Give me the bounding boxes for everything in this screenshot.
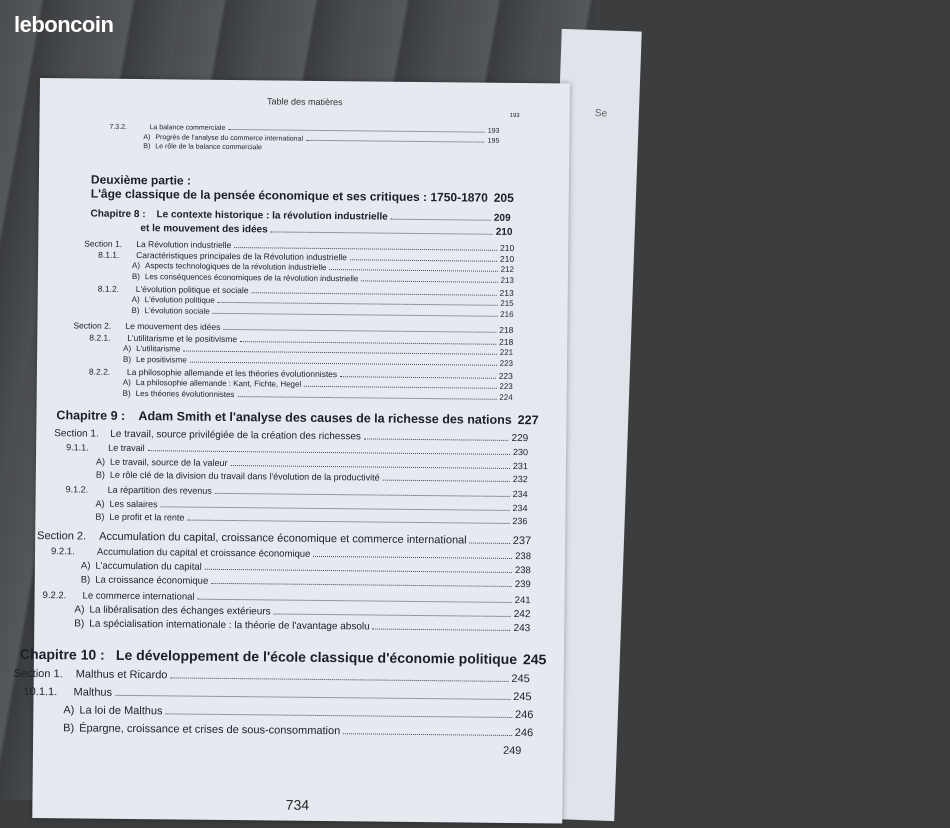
toc-entry-number: Section 2.: [73, 320, 125, 331]
toc-entry-page: 234: [512, 503, 527, 513]
toc-entry-title: La philosophie allemande : Kant, Fichte, Hegel: [136, 378, 302, 389]
toc-entry-title: L'utilitarisme: [136, 344, 180, 353]
leader-dots: [166, 706, 513, 718]
toc-entry-page: 221: [500, 348, 513, 357]
toc-entry-page: 210: [496, 227, 513, 238]
toc-entry-page: 212: [501, 265, 514, 274]
toc-entry: [143, 143, 499, 154]
toc-entry-title: La philosophie allemande et les théories évolutionnistes: [127, 367, 337, 379]
part-page: 205: [494, 191, 514, 205]
toc-entry: [74, 604, 530, 620]
toc-entry-number: 9.1.2.: [66, 484, 108, 494]
toc-entry-number: A): [123, 378, 131, 387]
toc-entry-title: La balance commerciale: [149, 124, 225, 132]
toc-entry-page: 245: [513, 691, 531, 703]
toc-entry-number: 8.2.2.: [89, 367, 127, 377]
toc-entry: [54, 428, 528, 444]
leader-dots: [343, 726, 512, 736]
toc-entry-number: A): [132, 295, 140, 304]
toc-entry-number: 9.2.2.: [43, 590, 83, 601]
toc-entry-title: Progrès de l'analyse du commerce international: [155, 134, 303, 143]
toc-entry-page: 241: [515, 595, 531, 606]
leader-dots: [364, 431, 509, 441]
leader-dots: [274, 606, 511, 616]
leader-dots: [228, 124, 484, 133]
toc-entry: [81, 574, 531, 590]
leader-dots: [211, 576, 512, 587]
toc-entry-number: B): [143, 143, 150, 150]
leboncoin-watermark: leboncoin: [14, 12, 113, 38]
toc-entry-page: 238: [515, 551, 531, 562]
toc-entry-page: 239: [515, 579, 531, 590]
toc-entry-title: Caractéristiques principales de la Révolution industrielle: [136, 250, 347, 262]
facing-page-text: Se: [595, 108, 608, 119]
toc-entry: [24, 686, 532, 703]
toc-entry: [95, 499, 527, 514]
part-title: L'âge classique de la pensée économique et ses critiques : 1750-1870: [91, 187, 488, 205]
toc-entry: [503, 745, 533, 757]
toc-entry-title: Le commerce international: [83, 590, 195, 602]
toc-entry-title: Le travail, source de la valeur: [110, 457, 228, 468]
toc-entry-title: Le contexte historique : la révolution industrielle: [157, 209, 388, 222]
leader-dots: [148, 444, 510, 455]
toc-entry-title: La Révolution industrielle: [136, 239, 231, 250]
toc-entry-page: 238: [515, 565, 531, 576]
toc-entry: [81, 560, 531, 576]
toc-entry-title: Épargne, croissance et crises de sous-consommation: [79, 722, 340, 737]
toc-entry: [96, 457, 528, 472]
toc-entry-title: Le positivisme: [136, 355, 187, 365]
toc-entry: [63, 704, 533, 721]
toc-entry-title: La loi de Malthus: [79, 704, 162, 717]
leader-dots: [391, 212, 491, 221]
leader-dots: [215, 487, 510, 497]
toc-entry-title: Les conséquences économiques de la révolution industrielle: [145, 272, 359, 283]
toc-entry-page: 195: [488, 138, 500, 145]
leader-dots: [470, 535, 510, 544]
leader-dots: [361, 275, 497, 283]
toc-entry-number: A): [132, 261, 140, 270]
leader-dots: [170, 670, 508, 682]
toc-entry-title: La croissance économique: [95, 575, 208, 587]
leader-dots: [231, 459, 510, 469]
toc-entry-page: 216: [500, 310, 513, 319]
leader-dots: [115, 687, 510, 700]
running-head: Table des matières: [40, 94, 570, 110]
toc-entry-number: 8.1.2.: [98, 284, 136, 294]
toc-entry-title: Adam Smith et l'analyse des causes de la richesse des nations: [138, 409, 511, 427]
toc-entry-number: B): [95, 512, 104, 522]
leader-dots: [265, 144, 496, 151]
toc-entry: [132, 272, 514, 285]
toc-entry: [140, 223, 512, 238]
toc-entry-page: 249: [503, 745, 521, 757]
leader-dots: [197, 592, 511, 603]
toc-entry-number: B): [81, 574, 91, 585]
toc-entry-title: Le rôle clé de la division du travail dans l'évolution de la productivité: [110, 470, 380, 483]
toc-entry-page: 223: [499, 382, 512, 391]
toc-entry: [51, 546, 531, 562]
toc-entry: [20, 646, 532, 667]
toc-entry-number: A): [123, 344, 131, 353]
toc-entry-number: 8.2.1.: [89, 333, 127, 343]
toc-entry-page: 213: [500, 276, 513, 285]
leader-dots: [350, 253, 497, 261]
leader-dots: [313, 549, 512, 559]
toc-entry-number: Chapitre 9 :: [56, 408, 138, 423]
leader-dots: [383, 473, 510, 482]
leader-dots: [340, 370, 496, 379]
toc-entry-number: A): [81, 560, 91, 571]
toc-entry-page: 245: [511, 673, 529, 685]
toc-entry-page: 210: [500, 254, 514, 264]
toc-entry-title: Aspects technologiques de la révolution industrielle: [145, 261, 327, 272]
toc-entry: [66, 442, 528, 457]
toc-entry: [74, 618, 530, 634]
leader-dots: [373, 622, 511, 631]
toc-entry-page: 236: [512, 516, 527, 526]
leader-dots: [190, 356, 497, 366]
toc-entry-number: A): [74, 604, 84, 615]
toc-entry-title: La libéralisation des échanges extérieurs: [89, 605, 270, 618]
toc-entry-page: 237: [513, 535, 531, 547]
toc-entry-title: Le profit et la rente: [109, 512, 184, 523]
toc-entry: [56, 408, 528, 427]
leader-dots: [187, 513, 509, 524]
leader-dots: [271, 224, 493, 234]
toc-entry-title: L'accumulation du capital: [95, 561, 201, 573]
toc-entry-number: 8.1.1.: [98, 250, 136, 260]
toc-entry-number: 9.2.1.: [51, 546, 97, 557]
toc-entry-page: 232: [513, 474, 528, 484]
toc-entry-page: 210: [500, 243, 514, 253]
toc-entry: [37, 530, 531, 547]
leader-dots: [218, 296, 498, 306]
toc-entry-number: Section 1.: [14, 668, 76, 681]
leader-dots: [161, 500, 510, 511]
toc-entry-title: Le travail: [108, 443, 145, 453]
toc-entry-number: Chapitre 10 :: [20, 646, 116, 663]
leader-dots: [304, 380, 496, 389]
toc-entry-title: La spécialisation internationale : la théorie de l'avantage absolu: [89, 619, 370, 633]
toc-entry-page: 223: [499, 371, 513, 381]
toc-entry: [63, 722, 533, 739]
toc-entry-page: 242: [514, 609, 531, 620]
toc-entry-number: Section 2.: [37, 530, 99, 543]
toc-entry: [96, 470, 528, 485]
toc-entry-page: 223: [500, 359, 513, 368]
toc-entry-page: 218: [499, 325, 513, 335]
toc-entry-number: B): [96, 470, 105, 480]
toc-entry-title: Les théories évolutionnistes: [136, 389, 235, 399]
toc-entry-title: Le développement de l'école classique d'économie politique: [116, 647, 517, 667]
toc-entry-number: B): [132, 306, 140, 315]
toc-entry: [43, 590, 531, 606]
toc-entry-page: 224: [499, 393, 512, 402]
toc-entry-title: Le rôle de la balance commerciale: [155, 143, 262, 151]
toc-entry: [123, 389, 513, 402]
leader-dots: [240, 335, 496, 345]
toc-entry-number: 7.3.2.: [109, 124, 149, 131]
leader-dots: [251, 286, 496, 296]
toc-entry: [95, 512, 527, 527]
toc-entry-page: 234: [513, 489, 528, 499]
toc-entry-page: 193: [488, 128, 500, 135]
leader-dots: [306, 135, 485, 143]
toc-entry: [14, 668, 530, 685]
toc-entry-title: La répartition des revenus: [108, 485, 212, 496]
toc-entry-page: 246: [515, 709, 533, 721]
toc-entry-number: B): [63, 722, 74, 734]
toc-entry-page: 231: [513, 461, 528, 471]
toc-entry-number: B): [123, 389, 131, 398]
toc-entry-number: 9.1.1.: [66, 442, 108, 452]
toc-entry-title: et le mouvement des idées: [140, 223, 267, 235]
leader-dots: [205, 562, 512, 573]
leader-dots: [234, 241, 497, 251]
toc-entry-number: A): [63, 704, 74, 716]
leader-dots: [329, 263, 497, 271]
toc-entry-title: Accumulation du capital et croissance économique: [97, 547, 310, 560]
toc-entry: [123, 355, 513, 368]
toc-entry-title: L'évolution sociale: [145, 306, 210, 316]
toc-entry-title: L'évolution politique: [145, 295, 215, 305]
table-of-contents: [32, 78, 570, 824]
toc-entry: [132, 306, 514, 319]
page-number: 734: [32, 794, 562, 816]
toc-entry-number: A): [143, 134, 150, 141]
toc-entry-number: Section 1.: [84, 238, 136, 249]
book-page: [32, 78, 570, 824]
toc-entry-number: Section 1.: [54, 428, 110, 440]
leader-dots: [183, 345, 496, 355]
toc-entry-title: Le mouvement des idées: [125, 321, 220, 332]
toc-entry-page: 209: [494, 213, 511, 224]
toc-entry: [91, 209, 511, 224]
toc-entry-number: A): [96, 457, 105, 467]
toc-entry-number: B): [123, 355, 131, 364]
toc-entry-number: B): [74, 618, 84, 629]
toc-entry-title: Malthus: [74, 686, 113, 698]
toc-entry-page: 193: [510, 113, 520, 119]
toc-entry-page: 227: [518, 413, 539, 427]
toc-entry-title: L'utilitarisme et le positivisme: [127, 333, 237, 344]
toc-entry-page: 215: [500, 299, 513, 308]
toc-entry-number: Chapitre 8 :: [91, 209, 157, 221]
toc-entry-page: 218: [499, 337, 513, 347]
toc-entry-number: B): [132, 272, 140, 281]
toc-entry-page: 245: [523, 651, 547, 667]
toc-entry-page: 229: [512, 433, 529, 444]
toc-entry-number: 10.1.1.: [24, 686, 74, 699]
toc-entry-page: 213: [500, 288, 514, 298]
toc-entry-page: 230: [513, 447, 528, 457]
toc-entry: [66, 484, 528, 499]
toc-entry-page: 243: [514, 623, 531, 634]
toc-entry-page: 246: [515, 727, 533, 739]
toc-entry-title: Accumulation du capital, croissance économique et commerce international: [99, 531, 467, 547]
leader-dots: [237, 390, 496, 399]
leader-dots: [223, 323, 496, 333]
toc-entry-title: Les salaires: [109, 499, 157, 510]
leader-dots: [213, 307, 498, 317]
part-label: Deuxième partie :: [91, 173, 191, 188]
toc-entry-number: A): [95, 499, 104, 509]
toc-entry-title: Malthus et Ricardo: [76, 668, 168, 681]
toc-entry-title: Le travail, source privilégiée de la création des richesses: [110, 429, 361, 443]
toc-entry-title: L'évolution politique et sociale: [136, 284, 249, 295]
